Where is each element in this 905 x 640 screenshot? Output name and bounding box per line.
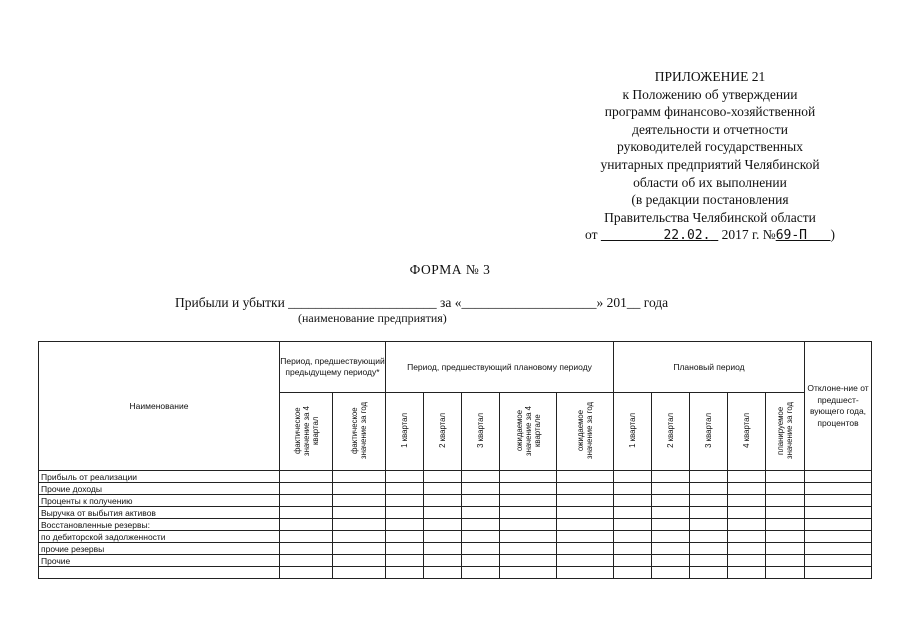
value-cell (462, 495, 500, 507)
year-word: года (643, 295, 669, 310)
value-cell (424, 507, 462, 519)
subheader-cell: 1 квартал (386, 393, 424, 471)
appendix-line: руководителей государственных (617, 139, 803, 155)
subheader-cell: 3 квартал (690, 393, 728, 471)
value-cell (766, 543, 805, 555)
subheader-cell: 2 квартал (652, 393, 690, 471)
report-title-line (175, 295, 668, 311)
report-label: Прибыли и убытки (175, 295, 285, 310)
value-cell (557, 471, 614, 483)
subheader-cell: 1 квартал (614, 393, 652, 471)
row-label: по дебиторской задолженности (39, 531, 280, 543)
table-row (39, 471, 872, 483)
value-cell (280, 567, 333, 579)
value-cell (462, 483, 500, 495)
appendix-line: (в редакции постановления (631, 192, 789, 208)
value-cell (333, 507, 386, 519)
value-cell (728, 495, 766, 507)
deviation-header: Отклоне-ние от предшест-вующего года, процентов (805, 342, 872, 471)
year-blank: __ (626, 295, 641, 310)
subheader-cell: ожидаемое значение за 4 квартале (500, 393, 557, 471)
value-cell (766, 519, 805, 531)
value-cell (386, 519, 424, 531)
col-name-header: Наименование (39, 342, 280, 471)
value-cell (557, 495, 614, 507)
value-cell (557, 555, 614, 567)
appendix-block (560, 68, 860, 245)
profit-loss-table (38, 341, 872, 579)
table-row (39, 531, 872, 543)
value-cell (728, 543, 766, 555)
value-cell (652, 507, 690, 519)
value-cell (280, 543, 333, 555)
value-cell (500, 507, 557, 519)
value-cell (728, 567, 766, 579)
group-prev-header: Период, предшествующий плановому периоду (386, 342, 614, 393)
table-row (39, 555, 872, 567)
value-cell (424, 483, 462, 495)
group-plan-header: Плановый период (614, 342, 805, 393)
number-value: 69-П (775, 228, 807, 244)
value-cell (424, 519, 462, 531)
value-cell (557, 507, 614, 519)
value-cell (386, 483, 424, 495)
value-cell (462, 519, 500, 531)
value-cell (333, 519, 386, 531)
period-za: за « (440, 295, 462, 310)
subheader-cell: 3 квартал (462, 393, 500, 471)
value-cell (424, 495, 462, 507)
table-row (39, 507, 872, 519)
row-label: Восстановленные резервы: (39, 519, 280, 531)
value-cell (690, 543, 728, 555)
value-cell (500, 555, 557, 567)
table-row (39, 519, 872, 531)
value-cell (386, 531, 424, 543)
group-prev-prev-header: Период, предшествующий предыдущему периоду* (280, 342, 386, 393)
value-cell (333, 543, 386, 555)
value-cell (805, 567, 872, 579)
value-cell (333, 495, 386, 507)
value-cell (424, 543, 462, 555)
value-cell (766, 555, 805, 567)
value-cell (386, 543, 424, 555)
value-cell (614, 567, 652, 579)
value-cell (614, 555, 652, 567)
value-cell (728, 471, 766, 483)
value-cell (280, 555, 333, 567)
value-cell (462, 543, 500, 555)
row-label: прочие резервы (39, 543, 280, 555)
value-cell (386, 555, 424, 567)
period-blank: ____________________ (461, 295, 597, 310)
value-cell (462, 471, 500, 483)
subheader-cell: фактическое значение за год (333, 393, 386, 471)
value-cell (805, 483, 872, 495)
value-cell (690, 495, 728, 507)
value-cell (386, 567, 424, 579)
value-cell (805, 507, 872, 519)
value-cell (652, 567, 690, 579)
subheader-cell: планируемое значение за год (766, 393, 805, 471)
value-cell (690, 507, 728, 519)
value-cell (280, 495, 333, 507)
value-cell (805, 495, 872, 507)
value-cell (652, 531, 690, 543)
value-cell (333, 567, 386, 579)
value-cell (652, 471, 690, 483)
appendix-line: унитарных предприятий Челябинской (600, 156, 820, 172)
value-cell (557, 483, 614, 495)
value-cell (424, 531, 462, 543)
value-cell (766, 567, 805, 579)
value-cell (500, 483, 557, 495)
value-cell (386, 495, 424, 507)
value-cell (690, 471, 728, 483)
value-cell (690, 531, 728, 543)
row-label: Прочие доходы (39, 483, 280, 495)
value-cell (690, 567, 728, 579)
value-cell (557, 519, 614, 531)
value-cell (280, 507, 333, 519)
date-value: 22.02. (663, 228, 711, 244)
row-label: Прибыль от реализации (39, 471, 280, 483)
value-cell (766, 507, 805, 519)
appendix-date-line (560, 226, 860, 245)
value-cell (500, 543, 557, 555)
value-cell (728, 555, 766, 567)
value-cell (652, 483, 690, 495)
value-cell (333, 531, 386, 543)
value-cell (500, 567, 557, 579)
row-label: Прочие (39, 555, 280, 567)
value-cell (805, 543, 872, 555)
date-prefix: от (585, 227, 598, 243)
value-cell (652, 555, 690, 567)
value-cell (280, 531, 333, 543)
value-cell (333, 483, 386, 495)
row-label: Выручка от выбытия активов (39, 507, 280, 519)
subheader-cell: 2 квартал (424, 393, 462, 471)
value-cell (614, 507, 652, 519)
value-cell (614, 495, 652, 507)
value-cell (280, 471, 333, 483)
date-mid: 2017 г. № (721, 227, 776, 243)
value-cell (500, 495, 557, 507)
value-cell (386, 507, 424, 519)
value-cell (500, 531, 557, 543)
value-cell (690, 519, 728, 531)
value-cell (557, 567, 614, 579)
subheader-cell: 4 квартал (728, 393, 766, 471)
value-cell (557, 531, 614, 543)
value-cell (500, 519, 557, 531)
enterprise-blank: ______________________ (288, 295, 437, 310)
value-cell (690, 555, 728, 567)
appendix-line: Правительства Челябинской области (604, 209, 816, 225)
period-close: » 201 (596, 295, 627, 310)
subheader-cell: ожидаемое значение за год (557, 393, 614, 471)
table-row (39, 543, 872, 555)
value-cell (652, 519, 690, 531)
value-cell (614, 483, 652, 495)
value-cell (614, 531, 652, 543)
table-row (39, 495, 872, 507)
appendix-line: ПРИЛОЖЕНИЕ 21 (654, 69, 766, 84)
value-cell (386, 471, 424, 483)
value-cell (424, 471, 462, 483)
value-cell (652, 495, 690, 507)
value-cell (652, 543, 690, 555)
value-cell (500, 471, 557, 483)
row-label: Проценты к получению (39, 495, 280, 507)
value-cell (462, 507, 500, 519)
value-cell (614, 519, 652, 531)
table-row (39, 567, 872, 579)
value-cell (728, 507, 766, 519)
enterprise-caption: (наименование предприятия) (298, 311, 447, 325)
value-cell (805, 555, 872, 567)
row-label (39, 567, 280, 579)
value-cell (333, 471, 386, 483)
value-cell (805, 519, 872, 531)
value-cell (424, 555, 462, 567)
value-cell (805, 471, 872, 483)
header-row-groups (39, 342, 872, 393)
value-cell (333, 555, 386, 567)
value-cell (462, 567, 500, 579)
value-cell (462, 555, 500, 567)
subheader-cell: фактическое значение за 4 квартал (280, 393, 333, 471)
value-cell (690, 483, 728, 495)
value-cell (766, 471, 805, 483)
value-cell (728, 483, 766, 495)
value-cell (462, 531, 500, 543)
value-cell (280, 483, 333, 495)
value-cell (766, 483, 805, 495)
appendix-line: области об их выполнении (633, 174, 787, 190)
value-cell (280, 519, 333, 531)
value-cell (728, 531, 766, 543)
form-title: ФОРМА № 3 (409, 262, 491, 277)
value-cell (766, 531, 805, 543)
value-cell (728, 519, 766, 531)
value-cell (614, 471, 652, 483)
value-cell (614, 543, 652, 555)
appendix-line: к Положению об утверждении (622, 86, 798, 102)
appendix-line: программ финансово-хозяйственной (604, 104, 816, 120)
table-row (39, 483, 872, 495)
value-cell (805, 531, 872, 543)
value-cell (424, 567, 462, 579)
value-cell (766, 495, 805, 507)
appendix-line: деятельности и отчетности (632, 121, 788, 137)
date-suffix: ) (830, 227, 835, 243)
value-cell (557, 543, 614, 555)
